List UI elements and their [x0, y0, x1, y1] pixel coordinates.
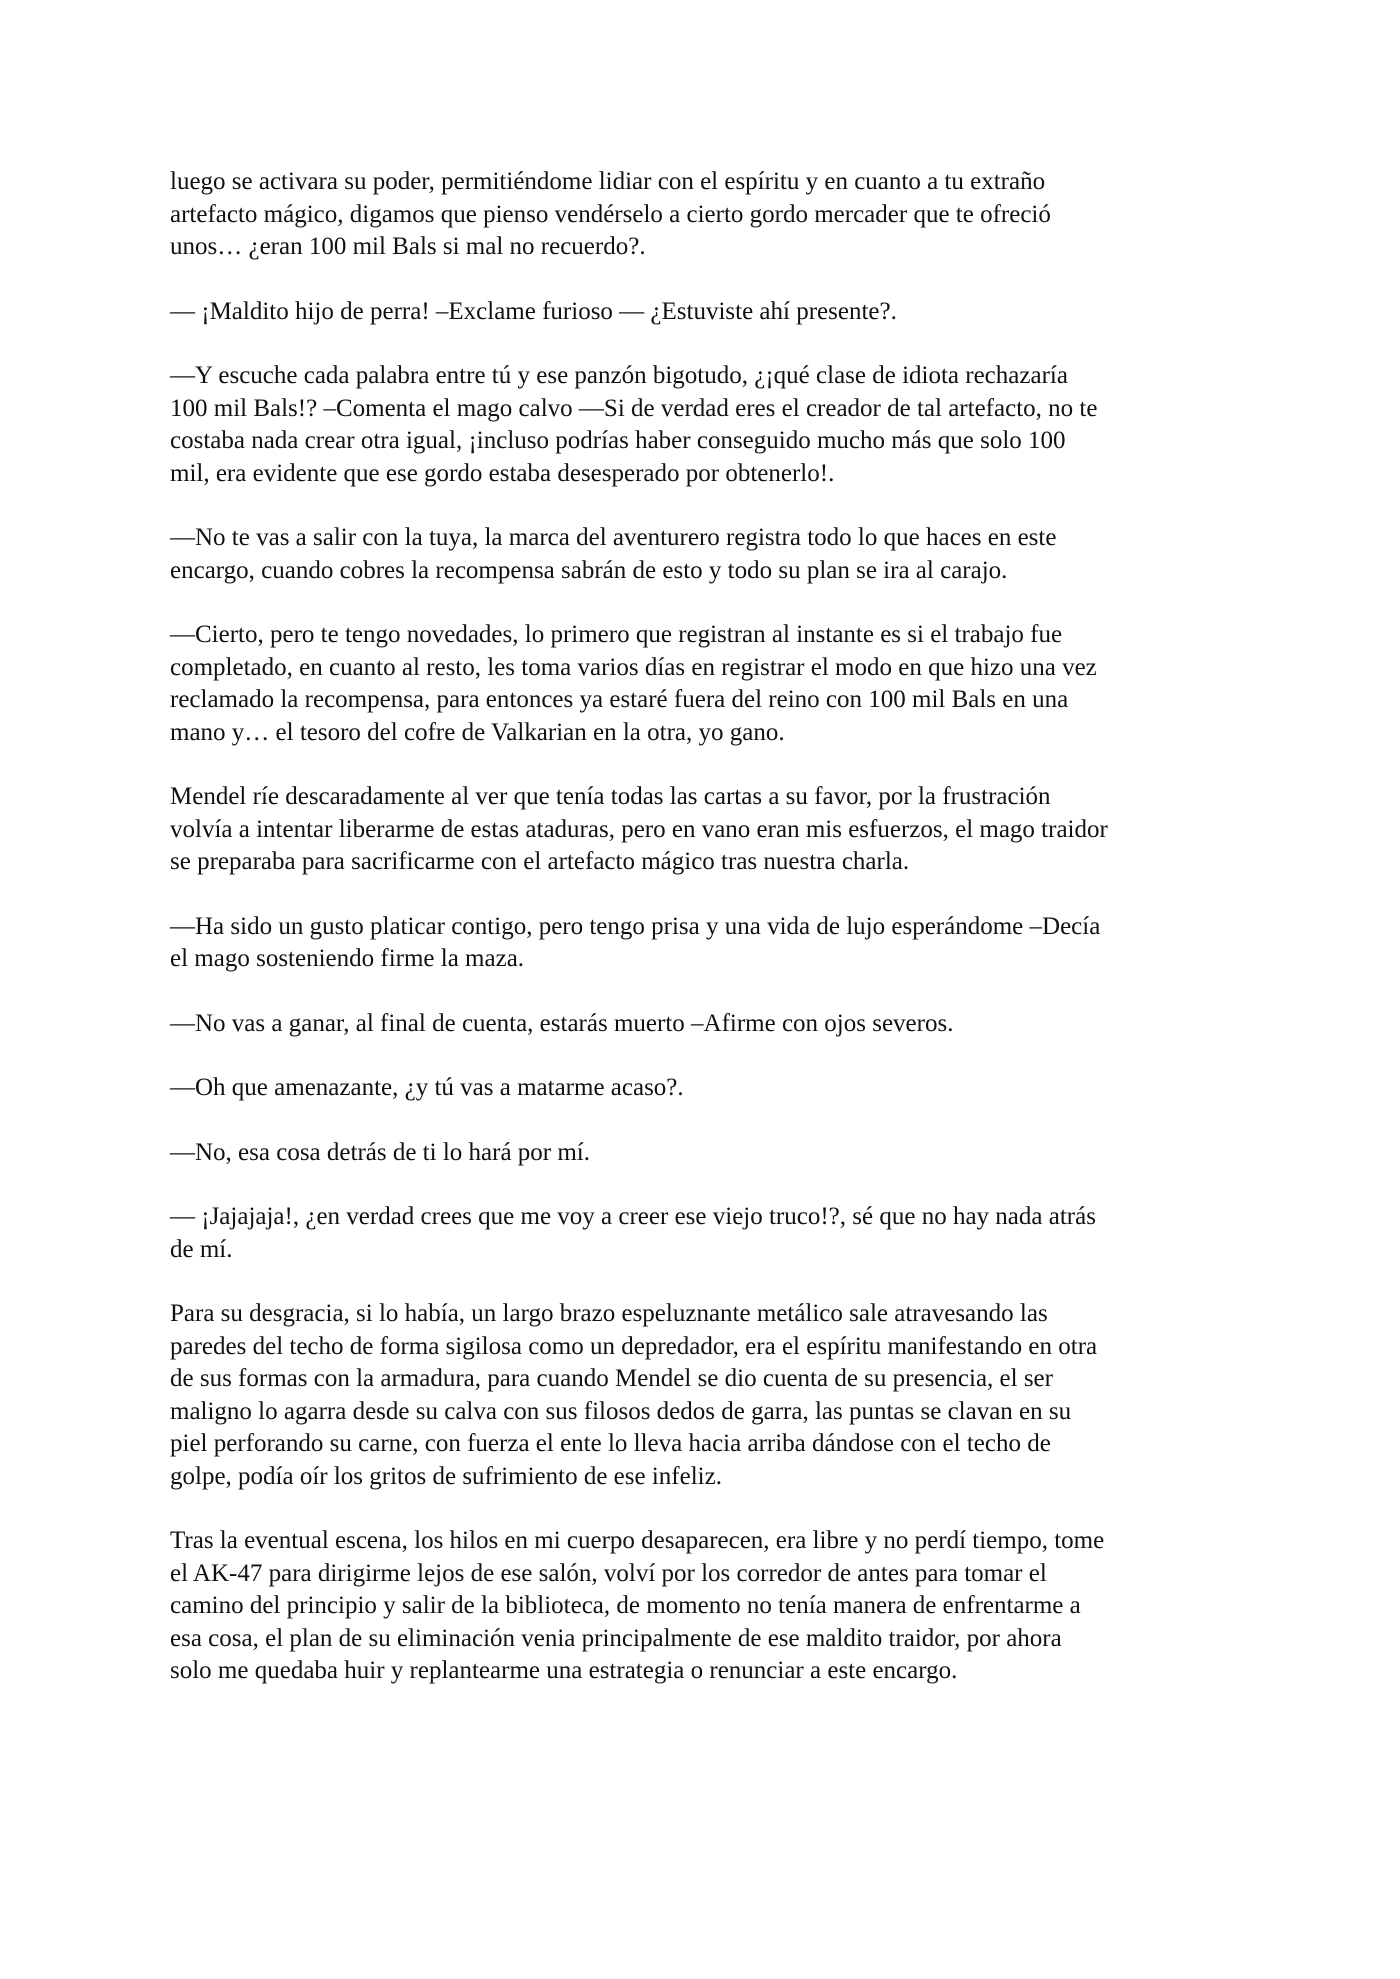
paragraph-13: [170, 1525, 1235, 1688]
text-line: solo me quedaba huir y replantearme una estrategia o renunciar a este encargo.: [170, 1657, 958, 1684]
text-line: mil, era evidente que ese gordo estaba desesperado por obtenerlo!.: [170, 459, 835, 487]
document-body: [170, 166, 1235, 1720]
text-line: camino del principio y salir de la biblioteca, de momento no tenía manera de enfrentarme a: [170, 1592, 1081, 1619]
text-line: —No te vas a salir con la tuya, la marca del aventurero registra todo lo que haces en este: [170, 524, 1057, 551]
paragraph-9: [170, 1072, 1235, 1105]
text-line: el AK-47 para dirigirme lejos de ese salón, volví por los corredor de antes para tomar el: [170, 1559, 1047, 1587]
text-line: el mago sosteniendo firme la maza.: [170, 945, 525, 972]
paragraph-8: [170, 1008, 1235, 1041]
text-line: golpe, podía oír los gritos de sufrimiento de ese infeliz.: [170, 1462, 722, 1490]
text-line: volvía a intentar liberarme de estas ataduras, pero en vano eran mis esfuerzos, el mago traidor: [170, 815, 1108, 843]
text-line: artefacto mágico, digamos que pienso vendérselo a cierto gordo mercader que te ofreció: [170, 200, 1051, 228]
text-line: maligno lo agarra desde su calva con sus filosos dedos de garra, las puntas se clavan en su: [170, 1397, 1072, 1425]
text-line: luego se activara su poder, permitiéndome lidiar con el espíritu y en cuanto a tu extraño: [170, 168, 1046, 195]
text-line: unos… ¿eran 100 mil Bals si mal no recuerdo?.: [170, 233, 646, 260]
text-line: Para su desgracia, si lo había, un largo brazo espeluznante metálico sale atravesando las: [170, 1300, 1048, 1327]
paragraph-2: [170, 296, 1235, 329]
paragraph-6: [170, 781, 1235, 879]
text-line: piel perforando su carne, con fuerza el ente lo lleva hacia arriba dándose con el techo de: [170, 1430, 1051, 1457]
paragraph-4: [170, 522, 1235, 587]
text-line: paredes del techo de forma sigilosa como un depredador, era el espíritu manifestando en otra: [170, 1332, 1098, 1360]
text-line: — ¡Maldito hijo de perra! –Exclame furioso — ¿Estuviste ahí presente?.: [170, 297, 897, 325]
text-line: encargo, cuando cobres la recompensa sabrán de esto y todo su plan se ira al carajo.: [170, 556, 1008, 584]
paragraph-11: [170, 1201, 1235, 1266]
paragraph-3: [170, 360, 1235, 490]
text-line: de mí.: [170, 1235, 233, 1263]
paragraph-5: [170, 619, 1235, 749]
text-line: —Cierto, pero te tengo novedades, lo primero que registran al instante es si el trabajo fue: [170, 621, 1063, 648]
text-line: Mendel ríe descaradamente al ver que tenía todas las cartas a su favor, por la frustración: [170, 783, 1051, 810]
text-line: —Ha sido un gusto platicar contigo, pero tengo prisa y una vida de lujo esperándome –Decía: [170, 912, 1101, 940]
paragraph-12: [170, 1298, 1235, 1493]
text-line: —No, esa cosa detrás de ti lo hará por mí.: [170, 1138, 591, 1166]
text-line: 100 mil Bals!? –Comenta el mago calvo —Si de verdad eres el creador de tal artefacto, no te: [170, 394, 1098, 422]
paragraph-7: [170, 911, 1235, 976]
text-line: mano y… el tesoro del cofre de Valkarian en la otra, yo gano.: [170, 718, 785, 746]
paragraph-1: [170, 166, 1235, 264]
text-line: completado, en cuanto al resto, les toma varios días en registrar el modo en que hizo una vez: [170, 653, 1097, 681]
text-line: reclamado la recompensa, para entonces ya estaré fuera del reino con 100 mil Bals en una: [170, 686, 1069, 713]
text-line: de sus formas con la armadura, para cuando Mendel se dio cuenta de su presencia, el ser: [170, 1365, 1053, 1392]
text-line: —Oh que amenazante, ¿y tú vas a matarme acaso?.: [170, 1074, 684, 1101]
text-line: se preparaba para sacrificarme con el artefacto mágico tras nuestra charla.: [170, 848, 910, 875]
text-line: — ¡Jajajaja!, ¿en verdad crees que me voy a creer ese viejo truco!?, sé que no hay nada atrás: [170, 1203, 1096, 1230]
text-line: esa cosa, el plan de su eliminación venia principalmente de ese maldito traidor, por ahora: [170, 1624, 1062, 1652]
text-line: costaba nada crear otra igual, ¡incluso podrías haber conseguido mucho más que solo 100: [170, 427, 1066, 454]
text-line: —Y escuche cada palabra entre tú y ese panzón bigotudo, ¿¡qué clase de idiota rechazaría: [170, 362, 1068, 389]
paragraph-10: [170, 1137, 1235, 1170]
text-line: —No vas a ganar, al final de cuenta, estarás muerto –Afirme con ojos severos.: [170, 1009, 954, 1037]
text-line: Tras la eventual escena, los hilos en mi cuerpo desaparecen, era libre y no perdí tiempo, tome: [170, 1527, 1105, 1554]
